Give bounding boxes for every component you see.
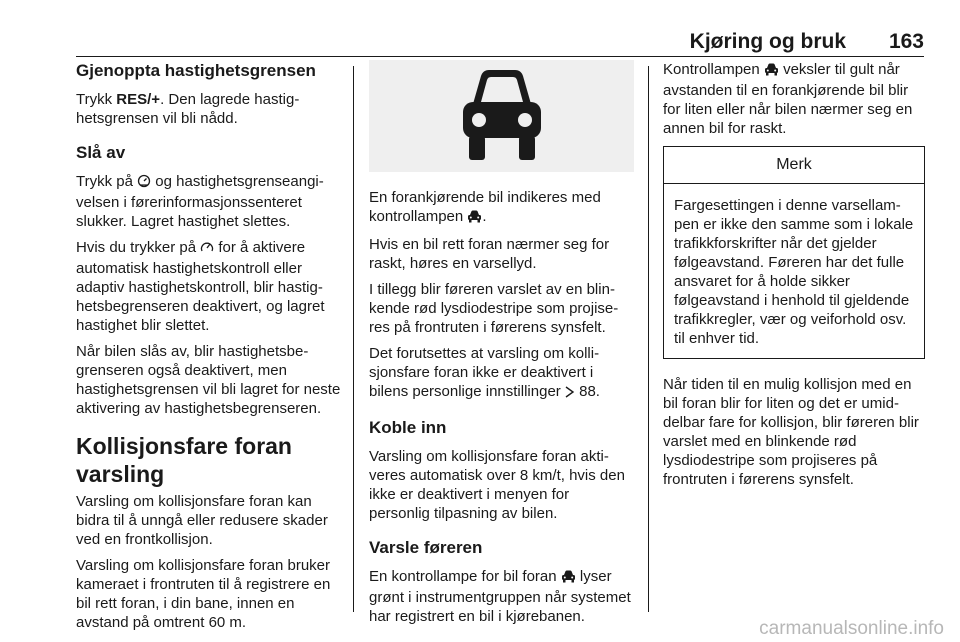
heading-activate: Koble inn: [369, 418, 447, 437]
paragraph: Varsling om kollisjonsfare foran aktiveres automatisk over 8 km/t, hvis den ikke er deaktivert i menyen for personlig tilpasning av bilen.: [369, 448, 625, 522]
page-reference-arrow-icon: [565, 384, 575, 403]
note-box: [663, 146, 925, 359]
page-reference-link[interactable]: 88.: [579, 383, 600, 400]
note-body: Fargesettingen i denne varsellampen er ikke den samme som i lokale trafikkforskrifter når det gjelder følgeavstand. Føreren har det fulle ansvaret for å holde sikker følgeavstand i henhold til gjeldende trafikkregler, vær og veiforhold osv. til enhver tid.: [674, 197, 914, 347]
paragraph: Varsling om kollisjonsfare foran kan bidra til å unngå eller redusere skader ved en frontkollisjon.: [76, 493, 328, 548]
heading-forward-collision: Kollisjonsfare foran varsling: [76, 433, 292, 487]
paragraph: Det forutsettes at varsling om kollisjonsfare foran ikke er deaktivert i bilens personlige innstillinger 88.: [369, 344, 634, 403]
column-left: [76, 60, 342, 639]
heading-switch-off: Slå av: [76, 143, 126, 162]
column-middle: [369, 60, 634, 633]
paragraph: Hvis en bil rett foran nærmer seg for raskt, høres en varsellyd.: [369, 236, 610, 272]
car-indicator-figure: [369, 60, 634, 172]
car-front-icon: [457, 66, 547, 166]
heading-resume-limit: Gjenoppta hastighetsgrensen: [76, 61, 316, 80]
column-right: [663, 60, 925, 496]
section-title: Kjøring og bruk: [689, 30, 846, 53]
watermark: carmanualsonline.info: [759, 618, 944, 639]
paragraph: Hvis du trykker på for å aktivere automatisk hastighetskontroll eller adaptiv hastighetskontroll, blir hastighetsbegrenseren deaktivert, og lagret hastighet blir slettet.: [76, 239, 325, 334]
res-button-label: RES/+: [116, 91, 161, 108]
speed-limiter-icon: [137, 174, 151, 193]
paragraph: Varsling om kollisjonsfare foran bruker kameraet i frontruten til å registrere en bil rett foran, i din bane, innen en avstand på omtrent 60 m.: [76, 557, 331, 631]
car-front-icon: [561, 569, 576, 588]
column-divider: [648, 66, 649, 612]
cruise-control-icon: [200, 240, 214, 259]
paragraph: Kontrollampen veksler til gult når avstanden til en forankjørende bil blir for liten eller når bilen nærmer seg en annen bil for raskt.: [663, 61, 913, 137]
note-title: Merk: [664, 147, 924, 184]
paragraph: I tillegg blir føreren varslet av en blinkende rød lysdiodestripe som projiseres på frontruten i førerens synsfelt.: [369, 281, 619, 336]
heading-driver-alert: Varsle føreren: [369, 538, 483, 557]
paragraph: Trykk RES/+. Den lagrede hastighetsgrensen vil bli nådd.: [76, 91, 300, 127]
paragraph: Trykk på og hastighetsgrenseangivelsen i førerinformasjonssenteret slukker. Lagret hastighet slettes.: [76, 173, 324, 230]
page-number: 163: [888, 30, 924, 53]
paragraph: Når bilen slås av, blir hastighetsbegrenseren også deaktivert, men hastighetsgrensen vil bli lagret for neste aktivering av hastighetsbegrenseren.: [76, 343, 341, 417]
paragraph: En kontrollampe for bil foran lyser grønt i instrumentgruppen når systemet har registrert en bil i kjørebanen.: [369, 568, 631, 625]
column-divider: [353, 66, 354, 612]
paragraph: Når tiden til en mulig kollisjon med en bil foran blir for liten og det er umiddelbar fare for kollisjon, blir føreren blir varslet med en blinkende rød lysdiodestripe som projiseres på frontruten i førerens synsfelt.: [663, 376, 919, 488]
page-header: [76, 28, 924, 57]
car-front-icon: [467, 209, 482, 228]
paragraph: En forankjørende bil indikeres med kontrollampen .: [369, 188, 634, 228]
car-front-icon: [764, 62, 779, 81]
